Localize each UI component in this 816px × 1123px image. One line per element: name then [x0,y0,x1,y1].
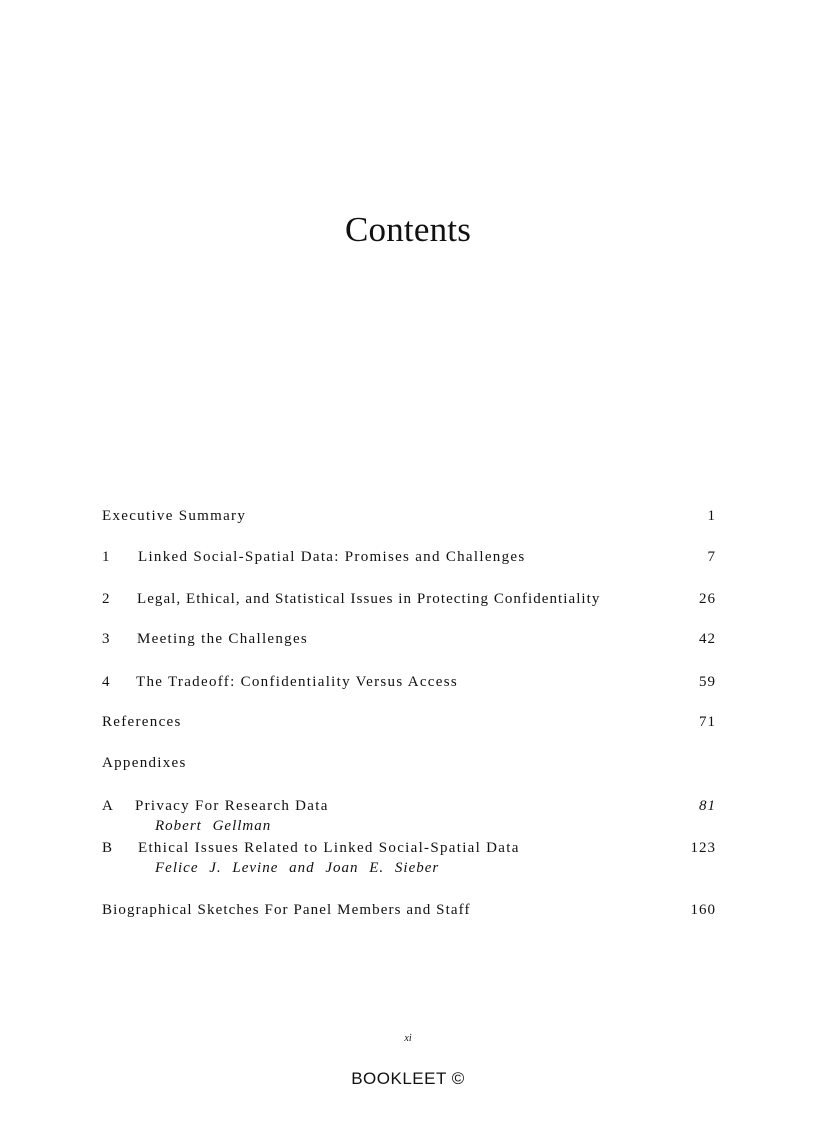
toc-entry-title: References [102,714,182,730]
toc-entry-page: 26 [699,591,716,607]
toc-entry-author: Robert Gellman [155,818,272,834]
toc-entry-title: Linked Social-Spatial Data: Promises and Challenges [138,549,526,565]
toc-entry-number: 2 [102,591,111,607]
toc-entry-title: Meeting the Challenges [137,631,309,647]
toc-entry-title: Ethical Issues Related to Linked Social-Spatial Data [138,840,520,856]
page-number: xi [404,1033,412,1044]
toc-entry-title: Biographical Sketches For Panel Members and Staff [102,902,471,918]
toc-entry-author: Felice J. Levine and Joan E. Sieber [155,860,440,876]
toc-entry-page: 59 [699,674,716,690]
toc-entry-number: 1 [102,549,111,565]
toc-entry-number: 4 [102,674,111,690]
toc-entry-page: 160 [690,902,716,918]
toc-entry-title: Appendixes [102,755,187,771]
toc-entry-page: 81 [699,798,716,814]
toc-entry-title: Legal, Ethical, and Statistical Issues in Protecting Confidentiality [137,591,601,607]
toc-entry-title: Executive Summary [102,508,247,524]
toc-entry-number: 3 [102,631,111,647]
toc-entry-letter: B [102,840,114,856]
table-of-contents [102,0,716,1123]
toc-entry-page: 71 [699,714,716,730]
watermark: BOOKLEET © [351,1069,465,1088]
toc-entry-letter: A [102,798,115,814]
toc-entry-title: The Tradeoff: Confidentiality Versus Access [136,674,458,690]
toc-entry-page: 1 [707,508,716,524]
toc-entry-title: Privacy For Research Data [135,798,329,814]
toc-entry-page: 42 [699,631,716,647]
toc-entry-page: 123 [690,840,716,856]
toc-entry-page: 7 [707,549,716,565]
page-title: Contents [344,210,472,249]
